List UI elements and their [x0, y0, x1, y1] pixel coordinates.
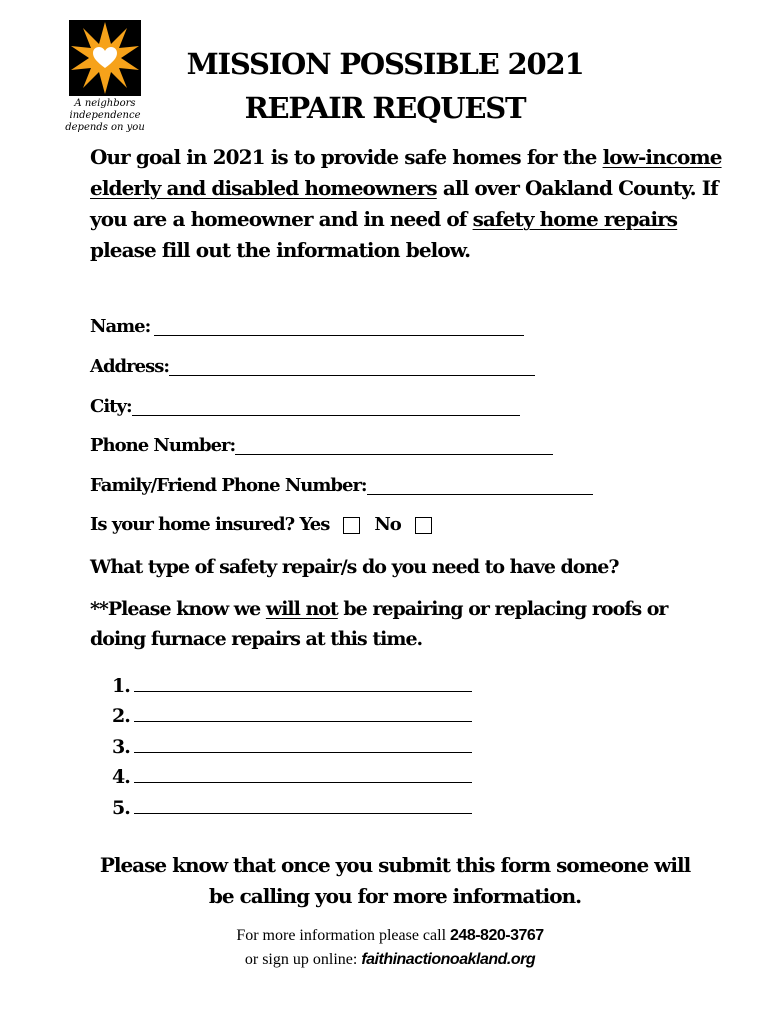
- family-phone-field: [90, 473, 593, 499]
- list-item: [112, 788, 472, 819]
- tagline-line: independence: [69, 110, 141, 121]
- list-item: [112, 727, 472, 758]
- footer-text: or sign up online:: [244, 951, 362, 968]
- document-subtitle: REPAIR REQUEST: [244, 91, 526, 125]
- intro-underlined-text: safety home repairs: [472, 207, 678, 231]
- repair-input-line[interactable]: [134, 671, 472, 692]
- phone-field: [90, 433, 553, 459]
- list-item-number: 3.: [112, 735, 130, 758]
- repair-note: [90, 594, 710, 654]
- intro-text: Our goal in 2021 is to provide safe homes for the: [90, 145, 603, 169]
- note-underlined-text: will not: [265, 598, 338, 620]
- name-field: [90, 314, 524, 340]
- city-field: [90, 394, 520, 420]
- tagline-line: A neighbors: [74, 98, 136, 109]
- list-item-number: 5.: [112, 796, 130, 819]
- insured-question: [90, 512, 446, 538]
- repair-input-line[interactable]: [134, 732, 472, 753]
- footer-website-line: [120, 948, 660, 972]
- intro-underlined-text: elderly and disabled homeowners: [90, 176, 437, 200]
- address-field: [90, 354, 535, 380]
- list-item-number: 2.: [112, 705, 130, 727]
- phone-input-line[interactable]: [235, 434, 553, 455]
- document-title: MISSION POSSIBLE 2021: [186, 47, 584, 81]
- website-link[interactable]: faithinactionoakland.org: [361, 951, 536, 968]
- intro-underlined-text: low-income: [602, 145, 722, 169]
- city-input-line[interactable]: [132, 395, 520, 416]
- note-text: be repairing or replacing roofs or doing furnace repairs at this time.: [90, 598, 668, 650]
- closing-statement: Please know that once you submit this form someone will be calling you for more information.: [99, 853, 691, 908]
- insured-no-checkbox[interactable]: [415, 517, 432, 534]
- repair-input-line[interactable]: [134, 701, 472, 722]
- insured-label: Is your home insured? Yes: [90, 514, 330, 535]
- list-item: [112, 666, 472, 697]
- name-input-line[interactable]: [154, 315, 524, 336]
- footer: [120, 924, 660, 972]
- insured-yes-checkbox[interactable]: [343, 517, 360, 534]
- note-text: **Please know we: [90, 598, 266, 620]
- repair-question: What type of safety repair/s do you need to have done?: [90, 556, 619, 578]
- city-label: City:: [90, 396, 132, 417]
- list-item-number: 1.: [112, 674, 130, 697]
- list-item-number: 4.: [112, 766, 130, 788]
- address-input-line[interactable]: [169, 355, 535, 376]
- name-label: Name:: [90, 316, 151, 337]
- tagline-line: depends on you: [65, 122, 145, 133]
- repair-input-line[interactable]: [134, 762, 472, 783]
- family-phone-input-line[interactable]: [367, 474, 593, 495]
- footer-phone: 248-820-3767: [450, 927, 544, 944]
- intro-text: all over Oakland County. If you are a homeowner and in need of: [90, 176, 718, 231]
- repair-list: [112, 666, 472, 819]
- list-item: [112, 758, 472, 789]
- logo-tagline: [60, 98, 150, 134]
- address-label: Address:: [90, 356, 169, 377]
- intro-text: please fill out the information below.: [90, 238, 471, 262]
- footer-contact-line: [120, 924, 660, 948]
- repair-input-line[interactable]: [134, 793, 472, 814]
- list-item: [112, 697, 472, 728]
- starburst-heart-icon: [69, 20, 141, 96]
- insured-no-label: No: [374, 514, 401, 535]
- family-phone-label: Family/Friend Phone Number:: [90, 475, 367, 496]
- intro-paragraph: [90, 142, 730, 266]
- phone-label: Phone Number:: [90, 435, 236, 456]
- footer-text: For more information please call: [236, 927, 451, 944]
- organization-logo: [69, 20, 141, 96]
